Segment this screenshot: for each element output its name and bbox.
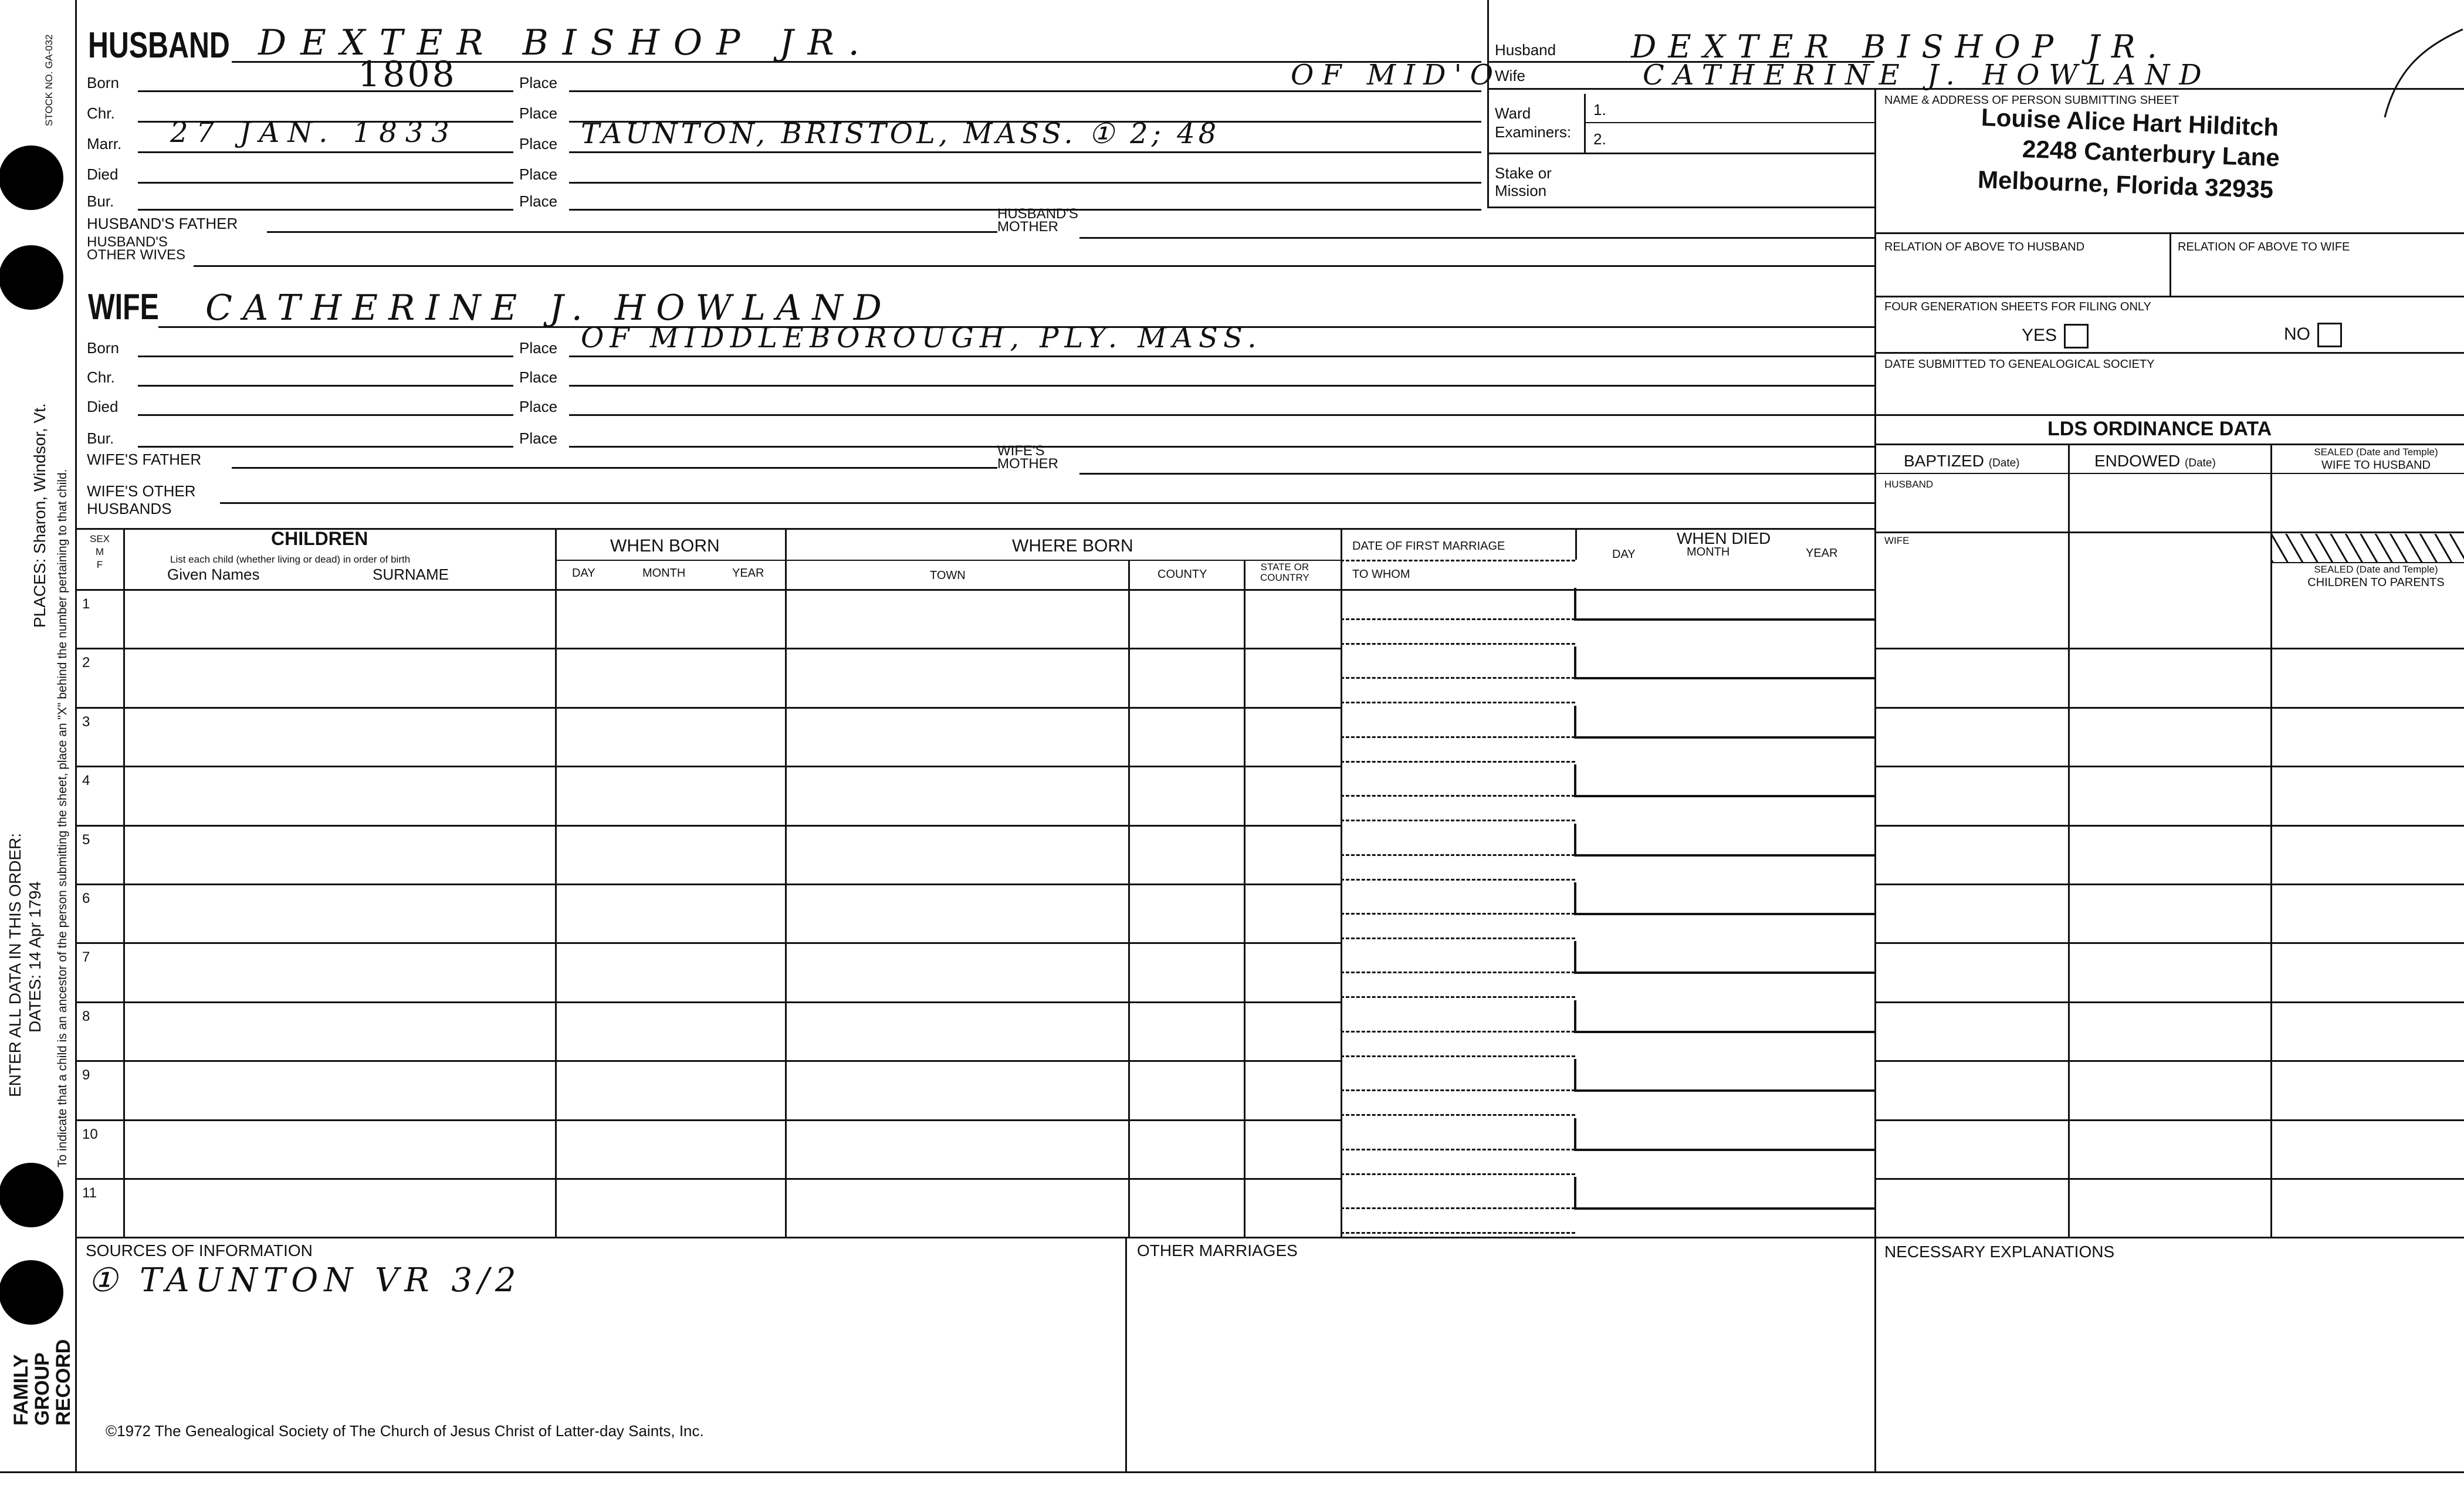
submitter-label: NAME & ADDRESS OF PERSON SUBMITTING SHEET bbox=[1884, 94, 2179, 107]
lds-row-line bbox=[1874, 884, 2464, 885]
lds-title-line bbox=[1874, 444, 2464, 445]
lds-col-1 bbox=[2068, 444, 2070, 1237]
marriage-date-value: 27 JAN. 1833 bbox=[170, 116, 458, 149]
wifes-father-line bbox=[232, 467, 997, 469]
sealed-children-label: SEALED (Date and Temple) CHILDREN TO PARENTS bbox=[2307, 564, 2445, 589]
marr-line bbox=[138, 151, 513, 153]
wife-chr-place-label: Place bbox=[519, 368, 558, 386]
left-border bbox=[75, 0, 77, 1473]
children-col-names bbox=[555, 528, 557, 1238]
wifes-other-label: WIFE'S OTHER HUSBANDS bbox=[87, 482, 196, 517]
enter-data-instruction: ENTER ALL DATA IN THIS ORDER: bbox=[6, 832, 24, 1097]
lds-row-line bbox=[1874, 942, 2464, 944]
lds-row-line bbox=[1874, 648, 2464, 649]
sex-label: SEX M F bbox=[89, 533, 110, 570]
child-died-box[interactable] bbox=[1574, 706, 1876, 739]
wife-died-line bbox=[138, 414, 513, 416]
when-born-label: WHEN BORN bbox=[610, 536, 720, 556]
town-label: TOWN bbox=[930, 569, 966, 582]
children-bottom-line bbox=[75, 1237, 2464, 1238]
wife-born-place-label: Place bbox=[519, 339, 558, 357]
no-label: NO bbox=[2284, 324, 2310, 344]
child-died-box[interactable] bbox=[1574, 1118, 1876, 1151]
children-col-year bbox=[785, 528, 787, 1238]
child-row-number: 6 bbox=[82, 891, 90, 906]
side-wife-value: CATHERINE J. HOWLAND bbox=[1643, 59, 2211, 92]
child-row-number: 3 bbox=[82, 714, 90, 730]
wife-born-place-value: OF MIDDLEBOROUGH, PLY. MASS. bbox=[581, 321, 1263, 354]
corner-mark bbox=[2370, 23, 2464, 123]
relation-husband-label: RELATION OF ABOVE TO HUSBAND bbox=[1884, 241, 2085, 253]
bottom-border bbox=[0, 1471, 2464, 1473]
chr-place-label: Place bbox=[519, 104, 558, 122]
ward-label: Ward bbox=[1495, 104, 1531, 122]
corner-mark-stroke bbox=[2385, 29, 2463, 117]
footer-divider bbox=[1125, 1237, 1127, 1471]
died-line bbox=[138, 182, 513, 184]
first-marriage-dash bbox=[1341, 560, 1575, 561]
lds-header-line bbox=[1874, 473, 2464, 474]
wife-born-place-line bbox=[569, 356, 1875, 357]
day-label: DAY bbox=[572, 567, 595, 580]
form-title: FAMILY GROUP RECORD bbox=[10, 1339, 75, 1426]
surname-label: SURNAME bbox=[373, 566, 449, 583]
children-subtitle: List each child (whether living or dead) in order of birth bbox=[170, 554, 411, 565]
wife-died-label: Died bbox=[87, 398, 119, 415]
lds-row-line bbox=[1874, 1060, 2464, 1062]
examiner-2: 2. bbox=[1593, 130, 1606, 148]
date-submitted-line bbox=[1874, 414, 2464, 416]
child-died-box[interactable] bbox=[1574, 764, 1876, 797]
child-marriage-dash bbox=[1341, 913, 1575, 915]
child-row-line bbox=[75, 648, 1341, 649]
child-death-dash bbox=[1341, 1114, 1575, 1116]
child-row-number: 4 bbox=[82, 773, 90, 788]
husband-heading: HUSBAND bbox=[88, 25, 230, 66]
stake-bottom-line bbox=[1487, 207, 1874, 208]
wife-died-place-line bbox=[569, 414, 1875, 416]
child-death-dash bbox=[1341, 820, 1575, 821]
child-marriage-dash bbox=[1341, 1089, 1575, 1091]
child-row-number: 2 bbox=[82, 655, 90, 671]
child-death-dash bbox=[1341, 996, 1575, 998]
wife-died-place-label: Place bbox=[519, 398, 558, 415]
child-died-box[interactable] bbox=[1574, 824, 1876, 857]
sources-value: ① TAUNTON VR 3/2 bbox=[88, 1261, 522, 1299]
examiners-divider bbox=[1584, 94, 1586, 153]
wife-bur-label: Bur. bbox=[87, 429, 114, 447]
children-col-county bbox=[1244, 560, 1245, 1238]
child-death-dash bbox=[1341, 1173, 1575, 1175]
date-submitted-label: DATE SUBMITTED TO GENEALOGICAL SOCIETY bbox=[1884, 358, 2155, 371]
husbands-mother-line bbox=[1079, 237, 1875, 239]
child-death-dash bbox=[1341, 702, 1575, 703]
lds-husband-line bbox=[1874, 532, 2464, 533]
punch-hole bbox=[0, 245, 63, 310]
child-row-number: 5 bbox=[82, 832, 90, 848]
died-place-line bbox=[569, 182, 1481, 184]
lds-row-line bbox=[1874, 1001, 2464, 1003]
children-col-state bbox=[1341, 528, 1342, 1238]
submitter-street: 2248 Canterbury Lane bbox=[2022, 135, 2280, 172]
lds-title: LDS ORDINANCE DATA bbox=[2047, 418, 2272, 440]
child-died-box[interactable] bbox=[1574, 1059, 1876, 1092]
wifes-other-line bbox=[220, 502, 1875, 504]
submitter-name: Louise Alice Hart Hilditch bbox=[1981, 103, 2279, 141]
child-row-line bbox=[75, 825, 1341, 827]
relation-wife-label: RELATION OF ABOVE TO WIFE bbox=[2178, 241, 2350, 253]
wifes-mother-label: WIFE'S MOTHER bbox=[997, 443, 1058, 472]
stake-label: Stake or Mission bbox=[1495, 164, 1552, 199]
child-death-dash bbox=[1341, 761, 1575, 763]
examiners-label: Examiners: bbox=[1495, 123, 1572, 141]
child-marriage-dash bbox=[1341, 1207, 1575, 1209]
yes-option[interactable] bbox=[2022, 324, 2089, 348]
sealed-hatch bbox=[2272, 534, 2464, 562]
examiner-1-line bbox=[1584, 122, 1874, 123]
copyright: ©1972 The Genealogical Society of The Church of Jesus Christ of Latter-day Saints, Inc. bbox=[106, 1422, 704, 1440]
children-col-sex bbox=[123, 528, 125, 1238]
child-row-line bbox=[75, 884, 1341, 885]
marr-place-label: Place bbox=[519, 135, 558, 153]
four-gen-label: FOUR GENERATION SHEETS FOR FILING ONLY bbox=[1884, 300, 2151, 313]
child-row-number: 8 bbox=[82, 1008, 90, 1024]
punch-hole bbox=[0, 145, 63, 210]
husbands-other-wives-line bbox=[194, 265, 1875, 267]
when-died-label: WHEN DIED bbox=[1677, 529, 1771, 547]
child-row-line bbox=[75, 1119, 1341, 1121]
wife-bur-place-line bbox=[569, 446, 1875, 448]
yes-label: YES bbox=[2022, 325, 2057, 345]
wife-heading: WIFE bbox=[88, 287, 159, 327]
child-marriage-dash bbox=[1341, 795, 1575, 797]
child-row-line bbox=[75, 942, 1341, 944]
lds-row-line bbox=[1874, 825, 2464, 827]
month-label: MONTH bbox=[642, 567, 686, 580]
child-death-dash bbox=[1341, 879, 1575, 881]
stock-number: STOCK NO. GA-032 bbox=[43, 34, 55, 126]
husbands-father-label: HUSBAND'S FATHER bbox=[87, 215, 238, 232]
year-label: YEAR bbox=[732, 567, 764, 580]
wifes-mother-line bbox=[1079, 473, 1875, 475]
child-row-number: 1 bbox=[82, 596, 90, 612]
children-col-marriage bbox=[1575, 528, 1577, 560]
wife-bur-line bbox=[138, 446, 513, 448]
child-died-box[interactable] bbox=[1574, 647, 1876, 679]
wife-chr-place-line bbox=[569, 385, 1875, 387]
relation-bottom-line bbox=[1874, 296, 2464, 297]
lds-wife-label: WIFE bbox=[1884, 535, 1910, 546]
died-day-label: DAY bbox=[1612, 548, 1636, 561]
wife-born-line bbox=[138, 356, 513, 357]
marr-label: Marr. bbox=[87, 135, 122, 153]
child-died-box[interactable] bbox=[1574, 588, 1876, 621]
child-marriage-dash bbox=[1341, 618, 1575, 620]
necessary-explanations-label: NECESSARY EXPLANATIONS bbox=[1884, 1243, 2115, 1261]
submitter-city: Melbourne, Florida 32935 bbox=[1977, 165, 2274, 204]
child-row-number: 11 bbox=[82, 1185, 97, 1201]
child-marriage-dash bbox=[1341, 972, 1575, 973]
sealed-wife-label: SEALED (Date and Temple) WIFE TO HUSBAND bbox=[2314, 446, 2438, 472]
child-row-line bbox=[75, 766, 1341, 767]
lds-row-line bbox=[1874, 1119, 2464, 1121]
given-names-label: Given Names bbox=[167, 566, 260, 583]
four-gen-bottom-line bbox=[1874, 352, 2464, 354]
children-col-town bbox=[1128, 560, 1130, 1238]
state-label: STATE OR COUNTRY bbox=[1260, 561, 1309, 583]
no-checkbox[interactable] bbox=[2317, 323, 2342, 347]
child-death-dash bbox=[1341, 937, 1575, 939]
born-label: Born bbox=[87, 74, 119, 92]
side-wife-line bbox=[1487, 88, 2464, 90]
child-row-number: 7 bbox=[82, 949, 90, 965]
lds-row-line bbox=[1874, 707, 2464, 709]
side-box-left bbox=[1487, 0, 1489, 208]
child-death-dash bbox=[1341, 1055, 1575, 1057]
lds-row-line bbox=[1874, 766, 2464, 767]
wife-chr-line bbox=[138, 385, 513, 387]
side-wife-label: Wife bbox=[1495, 67, 1525, 84]
marriage-place-value: TAUNTON, BRISTOL, MASS. ① 2; 48 bbox=[581, 117, 1220, 150]
husbands-other-wives-label: HUSBAND'S OTHER WIVES bbox=[87, 234, 186, 263]
wife-name: CATHERINE J. HOWLAND bbox=[205, 287, 892, 329]
other-marriages-label: OTHER MARRIAGES bbox=[1137, 1241, 1298, 1260]
yes-checkbox[interactable] bbox=[2064, 324, 2089, 348]
bur-line bbox=[138, 209, 513, 211]
husbands-mother-label: HUSBAND'S MOTHER bbox=[997, 206, 1078, 235]
first-marriage-label: DATE OF FIRST MARRIAGE bbox=[1352, 540, 1505, 553]
baptized-label: BAPTIZED (Date) bbox=[1904, 452, 2020, 470]
when-born-subline bbox=[555, 560, 1341, 561]
husband-born-place-value: OF MID'O bbox=[1291, 59, 1502, 92]
bur-label: Bur. bbox=[87, 192, 114, 210]
child-died-box[interactable] bbox=[1574, 941, 1876, 974]
child-marriage-dash bbox=[1341, 677, 1575, 679]
child-marriage-dash bbox=[1341, 736, 1575, 738]
no-option[interactable] bbox=[2284, 323, 2342, 347]
dates-instruction: DATES: 14 Apr 1794 bbox=[26, 881, 44, 1033]
child-row-line bbox=[75, 1001, 1341, 1003]
where-born-label: WHERE BORN bbox=[1012, 536, 1133, 556]
sources-label: SOURCES OF INFORMATION bbox=[86, 1241, 313, 1260]
husband-born-value: 1808 bbox=[358, 54, 457, 95]
child-row-line bbox=[75, 1060, 1341, 1062]
died-month-label: MONTH bbox=[1687, 546, 1730, 559]
bur-place-label: Place bbox=[519, 192, 558, 210]
side-husband-value: DEXTER BISHOP JR. bbox=[1631, 28, 2169, 65]
child-death-dash bbox=[1341, 1232, 1575, 1234]
wife-bur-place-label: Place bbox=[519, 429, 558, 447]
side-husband-label: Husband bbox=[1495, 41, 1556, 59]
chr-label: Chr. bbox=[87, 104, 115, 122]
wife-chr-label: Chr. bbox=[87, 368, 115, 386]
husbands-father-line bbox=[267, 231, 997, 233]
ancestor-instruction: To indicate that a child is an ancestor of the person submitting the sheet, place an "X" behind the number pertaining to that child. bbox=[56, 469, 69, 1167]
wifes-father-label: WIFE'S FATHER bbox=[87, 451, 202, 468]
lds-row-line bbox=[1874, 1178, 2464, 1180]
child-died-box[interactable] bbox=[1574, 1177, 1876, 1210]
child-row-number: 9 bbox=[82, 1067, 90, 1083]
died-place-label: Place bbox=[519, 165, 558, 183]
child-row-line bbox=[75, 707, 1341, 709]
punch-hole bbox=[0, 1163, 63, 1227]
child-marriage-dash bbox=[1341, 854, 1575, 856]
born-line bbox=[138, 90, 513, 92]
examiner-1: 1. bbox=[1593, 101, 1606, 119]
to-whom-label: TO WHOM bbox=[1352, 568, 1410, 581]
county-label: COUNTY bbox=[1157, 568, 1207, 581]
child-death-dash bbox=[1341, 643, 1575, 645]
wife-born-label: Born bbox=[87, 339, 119, 357]
child-marriage-dash bbox=[1341, 1031, 1575, 1033]
endowed-label: ENDOWED (Date) bbox=[2094, 452, 2216, 470]
child-marriage-dash bbox=[1341, 1149, 1575, 1150]
child-died-box[interactable] bbox=[1574, 1000, 1876, 1033]
child-died-box[interactable] bbox=[1574, 882, 1876, 915]
marr-place-line bbox=[569, 151, 1481, 153]
died-year-label: YEAR bbox=[1806, 547, 1838, 560]
lds-husband-label: HUSBAND bbox=[1884, 479, 1934, 490]
relation-divider bbox=[2169, 232, 2171, 297]
husband-name: DEXTER BISHOP JR. bbox=[258, 22, 874, 63]
children-title: CHILDREN bbox=[271, 528, 368, 549]
born-place-label: Place bbox=[519, 74, 558, 92]
child-row-number: 10 bbox=[82, 1126, 98, 1142]
died-label: Died bbox=[87, 165, 119, 183]
child-row-line bbox=[75, 1178, 1341, 1180]
places-instruction: PLACES: Sharon, Windsor, Vt. bbox=[31, 403, 49, 628]
ward-bottom-line bbox=[1487, 153, 1874, 154]
